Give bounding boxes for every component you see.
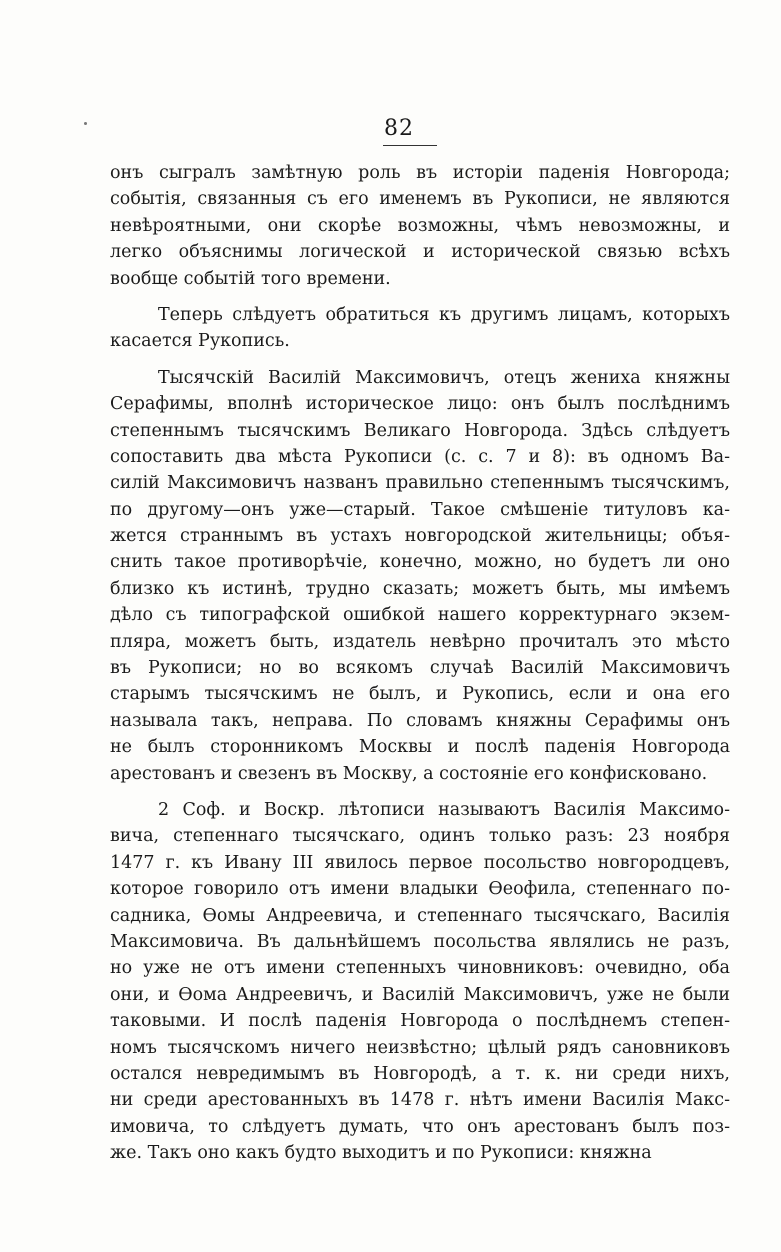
text-line: сопоставить два мѣста Рукописи (с. с. 7 и 8): въ одномъ Ва- [110, 446, 730, 467]
text-line: вообще событій того времени. [110, 268, 391, 289]
text-line: но уже не отъ имени степенныхъ чиновниковъ: очевидно, оба [110, 958, 730, 979]
text-line: 2 Соф. и Воскр. лѣтописи называютъ Василія Максимо- [158, 799, 730, 820]
paragraph [110, 365, 730, 787]
text-line: касается Рукопись. [110, 331, 290, 352]
text-line: въ Рукописи; но во всякомъ случаѣ Василій Максимовичъ [110, 658, 730, 679]
paragraph [110, 797, 730, 1166]
text-line: называла такъ, неправа. По словамъ княжны Серафимы онъ [110, 710, 730, 731]
text-line: остался невредимымъ въ Новгородѣ, а т. к. ни среди нихъ, [110, 1063, 730, 1084]
text-line: старымъ тысячскимъ не былъ, и Рукопись, если и она его [110, 684, 730, 705]
text-line: Серафимы, вполнѣ историческое лицо: онъ былъ послѣднимъ [110, 394, 730, 415]
text-line: которое говорило отъ имени владыки Ѳеофила, степеннаго по- [110, 879, 730, 900]
text-line: таковыми. И послѣ паденія Новгорода о послѣднемъ степен- [110, 1011, 730, 1032]
text-line: они, и Ѳома Андреевичъ, и Василій Максимовичъ, уже не были [110, 984, 730, 1005]
text-line: садника, Ѳомы Андреевича, и степеннаго тысячскаго, Василія [110, 905, 730, 926]
text-line: невѣроятными, они скорѣе возможны, чѣмъ невозможны, и [110, 215, 730, 236]
text-line: легко объяснимы логической и исторической связью всѣхъ [110, 242, 730, 263]
text-line: арестованъ и свезенъ въ Москву, а состояніе его конфисковано. [110, 763, 708, 784]
text-line: по другому—онъ уже—старый. Такое смѣшеніе титуловъ ка- [110, 499, 730, 520]
text-line: онъ сыгралъ замѣтную роль въ исторіи паденія Новгорода; [110, 163, 730, 183]
text-line: номъ тысячскомъ ничего неизвѣстно; цѣлый рядъ сановниковъ [110, 1037, 730, 1058]
text-line: событія, связанныя съ его именемъ въ Рукописи, не являются [110, 189, 730, 210]
text-line: дѣло съ типографской ошибкой нашего корректурнаго экзем- [110, 605, 730, 626]
text-line: вича, степеннаго тысячскаго, одинъ только разъ: 23 ноября [110, 826, 730, 847]
page-number: 82 [384, 116, 414, 141]
text-line: Теперь слѣдуетъ обратиться къ другимъ лицамъ, которыхъ [158, 304, 730, 325]
text-line: не былъ сторонникомъ Москвы и послѣ паденія Новгорода [110, 737, 730, 758]
body-text [110, 160, 730, 1166]
text-line: силій Максимовичъ названъ правильно степеннымъ тысячскимъ, [110, 473, 730, 494]
text-line: степеннымъ тысячскимъ Великаго Новгорода. Здѣсь слѣдуетъ [110, 420, 730, 441]
speck [84, 122, 87, 125]
paragraph-gap [110, 355, 730, 365]
paragraph [110, 160, 730, 292]
text-line: 1477 г. къ Ивану III явилось первое посольство новгородцевъ, [110, 852, 730, 873]
text-line: же. Такъ оно какъ будто выходитъ и по Рукописи: княжна [110, 1143, 652, 1164]
text-line: снить такое противорѣчіе, конечно, можно, но будетъ ли оно [110, 552, 730, 573]
page-number-rule [383, 145, 437, 146]
text-line: Тысячскій Василій Максимовичъ, отецъ жениха княжны [158, 367, 730, 388]
text-line: имовича, то слѣдуетъ думать, что онъ арестованъ былъ поз- [110, 1116, 730, 1137]
text-line: близко къ истинѣ, трудно сказать; можетъ быть, мы имѣемъ [110, 578, 730, 599]
text-line: ни среди арестованныхъ въ 1478 г. нѣтъ имени Василія Макс- [110, 1090, 730, 1111]
paragraph-gap [110, 787, 730, 797]
paragraph-gap [110, 292, 730, 302]
text-line: жется страннымъ въ устахъ новгородской жительницы; объя- [110, 526, 730, 547]
text-line: пляра, можетъ быть, издатель невѣрно прочиталъ это мѣсто [110, 631, 730, 652]
text-line: Максимовича. Въ дальнѣйшемъ посольства являлись не разъ, [110, 931, 730, 952]
paragraph [110, 302, 730, 355]
